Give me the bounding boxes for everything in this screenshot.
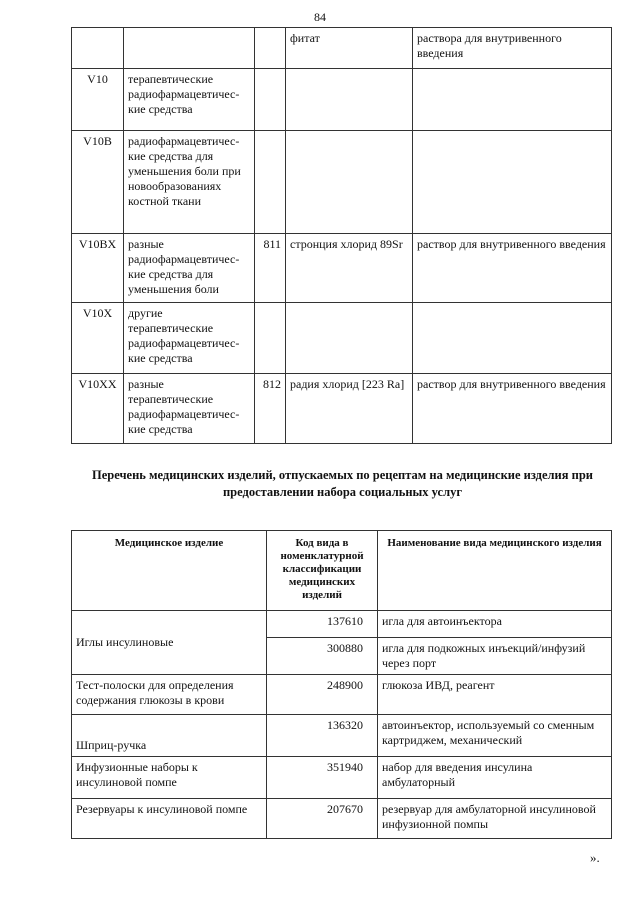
- column-header-name: Наименование вида медицинского изделия: [378, 531, 612, 611]
- atc-group: терапевтические радиофармацевтичес-кие средства: [124, 69, 255, 131]
- device-name: Тест-полоски для определения содержания глюкозы в крови: [72, 675, 267, 715]
- atc-code: V10B: [72, 131, 124, 234]
- drug-name: стронция хлорид 89Sr: [286, 234, 413, 303]
- drug-name: [286, 69, 413, 131]
- device-type-name: резервуар для амбулаторной инсулиновой инфузионной помпы: [378, 799, 612, 839]
- drug-name: фитат: [286, 28, 413, 69]
- dosage-form: [413, 303, 612, 374]
- row-number: [255, 303, 286, 374]
- device-code: 300880: [267, 638, 378, 675]
- device-name: Резервуары к инсулиновой помпе: [72, 799, 267, 839]
- row-number: [255, 131, 286, 234]
- atc-group: радиофармацевтичес-кие средства для уменьшения боли при новообразованиях костной ткани: [124, 131, 255, 234]
- atc-group: разные терапевтические радиофармацевтичес-кие средства: [124, 374, 255, 444]
- dosage-form: раствор для внутривенного введения: [413, 374, 612, 444]
- column-header-code: Код вида в номенклатурной классификации медицинских изделий: [267, 531, 378, 611]
- drug-name: [286, 131, 413, 234]
- table-row: [72, 303, 612, 374]
- atc-code: V10XX: [72, 374, 124, 444]
- page-number: 84: [314, 10, 326, 24]
- table-row: [72, 757, 612, 799]
- device-type-name: глюкоза ИВД, реагент: [378, 675, 612, 715]
- row-number: [255, 69, 286, 131]
- device-type-name: набор для введения инсулина амбулаторный: [378, 757, 612, 799]
- dosage-form: раствора для внутривенного введения: [413, 28, 612, 69]
- table-row: [72, 69, 612, 131]
- device-type-name: игла для подкожных инъекций/инфузий через порт: [378, 638, 612, 675]
- table-row: [72, 715, 612, 757]
- device-name: Инфузионные наборы к инсулиновой помпе: [72, 757, 267, 799]
- table-row: [72, 611, 612, 638]
- device-type-name: автоинъектор, используемый со сменным картриджем, механический: [378, 715, 612, 757]
- table-row: [72, 675, 612, 715]
- atc-code: [72, 28, 124, 69]
- drug-table: [71, 27, 612, 444]
- table-row: [72, 374, 612, 444]
- column-header-device: Медицинское изделие: [72, 531, 267, 611]
- atc-code: V10: [72, 69, 124, 131]
- row-number: 811: [255, 234, 286, 303]
- atc-group: [124, 28, 255, 69]
- table-row: [72, 799, 612, 839]
- device-code: 137610: [267, 611, 378, 638]
- table-row: [72, 28, 612, 69]
- device-table: [71, 530, 612, 839]
- drug-name: радия хлорид [223 Ra]: [286, 374, 413, 444]
- row-number: 812: [255, 374, 286, 444]
- dosage-form: [413, 131, 612, 234]
- dosage-form: [413, 69, 612, 131]
- atc-group: разные радиофармацевтичес-кие средства для уменьшения боли: [124, 234, 255, 303]
- device-type-name: игла для автоинъектора: [378, 611, 612, 638]
- table-header-row: [72, 531, 612, 611]
- device-code: 136320: [267, 715, 378, 757]
- device-name: Шприц-ручка: [72, 715, 267, 757]
- drug-name: [286, 303, 413, 374]
- row-number: [255, 28, 286, 69]
- atc-group: другие терапевтические радиофармацевтичес-кие средства: [124, 303, 255, 374]
- device-code: 351940: [267, 757, 378, 799]
- dosage-form: раствор для внутривенного введения: [413, 234, 612, 303]
- atc-code: V10X: [72, 303, 124, 374]
- device-name: Иглы инсулиновые: [72, 611, 267, 675]
- section-title: Перечень медицинских изделий, отпускаемых по рецептам на медицинские изделия при предоставлении набора социальных услуг: [92, 468, 593, 499]
- device-code: 248900: [267, 675, 378, 715]
- end-quote-mark: ».: [590, 850, 600, 865]
- table-row: [72, 234, 612, 303]
- table-row: [72, 131, 612, 234]
- atc-code: V10BX: [72, 234, 124, 303]
- device-code: 207670: [267, 799, 378, 839]
